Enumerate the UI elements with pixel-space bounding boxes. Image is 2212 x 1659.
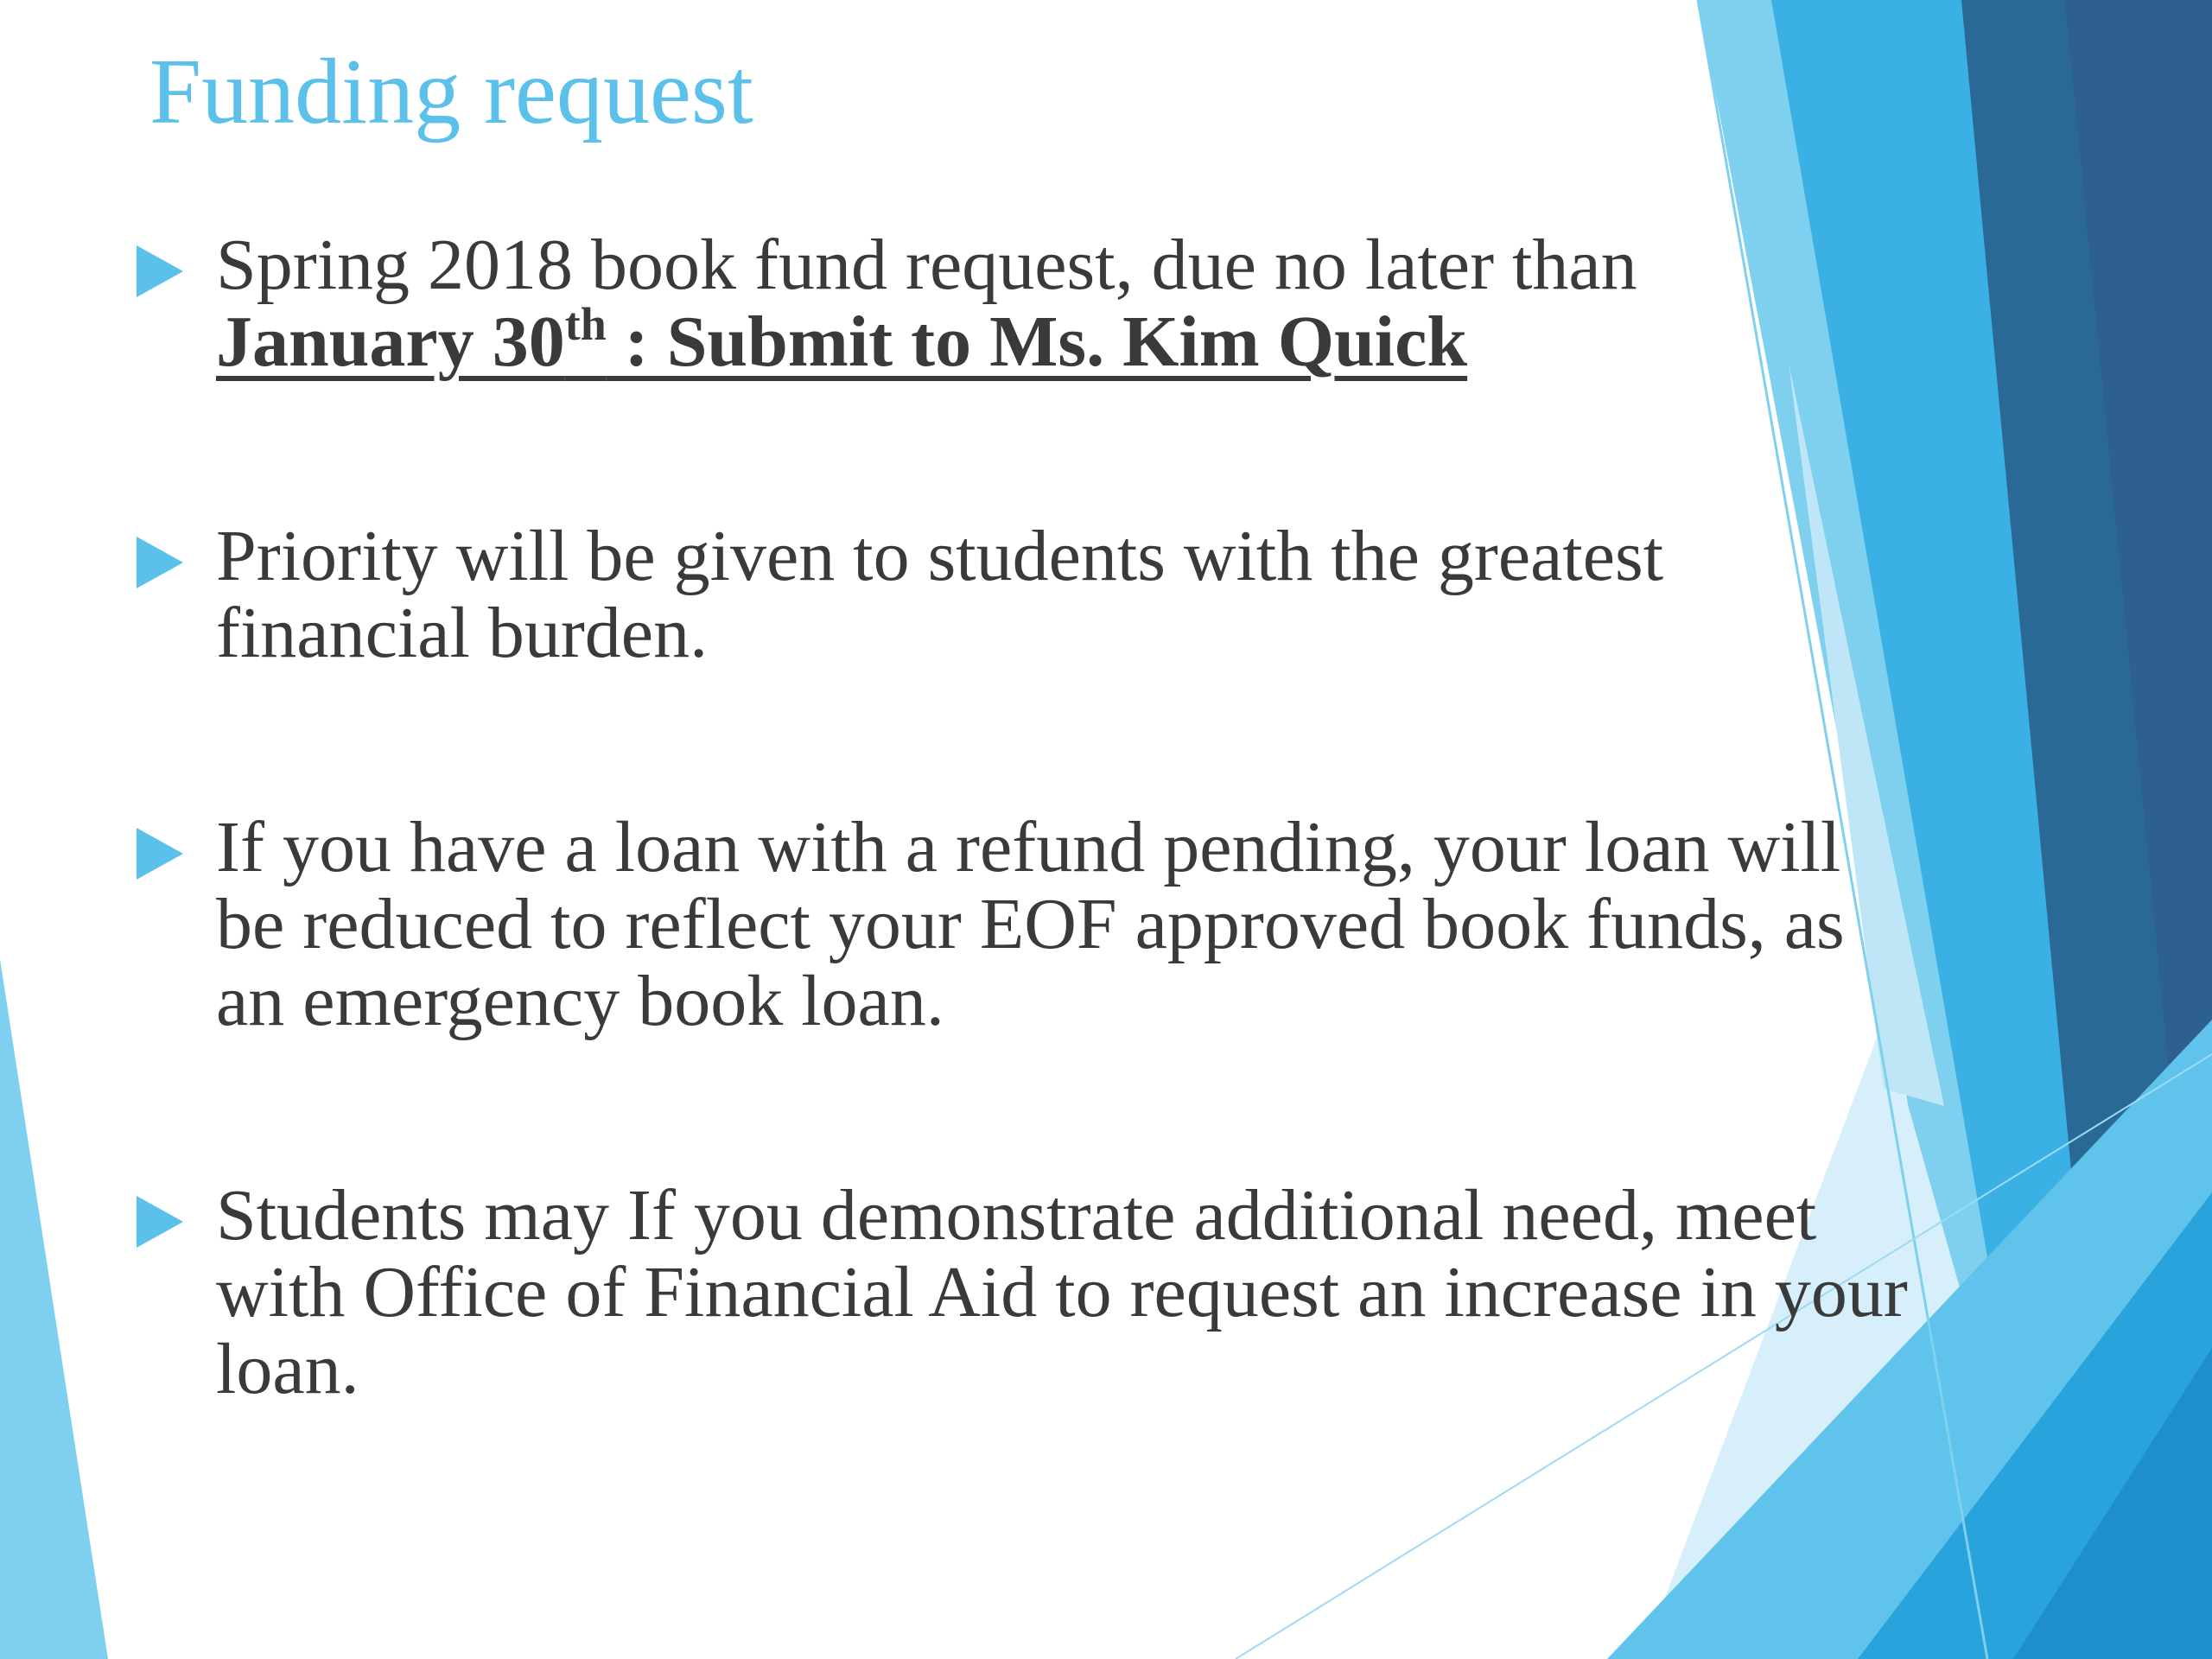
deadline-date: January 30 [216,302,565,382]
triangle-bullet-icon [137,245,183,297]
deadline-date-suffix: th [564,298,607,350]
bullet-text-line: financial burden. [216,593,709,673]
bullet-text-line: Priority will be given to students with the greatest [216,516,1664,596]
deadline-submit-to: : Submit to Ms. Kim Quick [606,302,1468,382]
deadline-emphasis [216,298,1832,382]
bullet-item-additional-need [216,1177,2100,1408]
bullet-text-line: If you have a loan with a refund pending, your loan will [216,807,1841,887]
facet-left-edge [0,959,108,1659]
bullet-text-line: loan. [216,1329,359,1409]
bullet-text-line: with Office of Financial Aid to request an increase in your [216,1252,1908,1332]
bullet-item-loan-refund [216,809,2074,1039]
deadline-text [216,298,1468,382]
bullet-item-priority [216,518,1832,671]
triangle-bullet-icon [137,1196,183,1248]
bullet-text-line: be reduced to reflect your EOF approved book funds, as [216,884,1845,964]
bullet-item-book-fund-request [216,226,1832,380]
slide-title: Funding request [149,41,753,143]
triangle-bullet-icon [137,828,183,880]
bullet-text-line: Spring 2018 book fund request, due no later than [216,225,1637,305]
triangle-bullet-icon [137,537,183,588]
bullet-text-line: an emergency book loan. [216,961,944,1041]
bullet-text-line: Students may If you demonstrate additional need, meet [216,1175,1817,1255]
